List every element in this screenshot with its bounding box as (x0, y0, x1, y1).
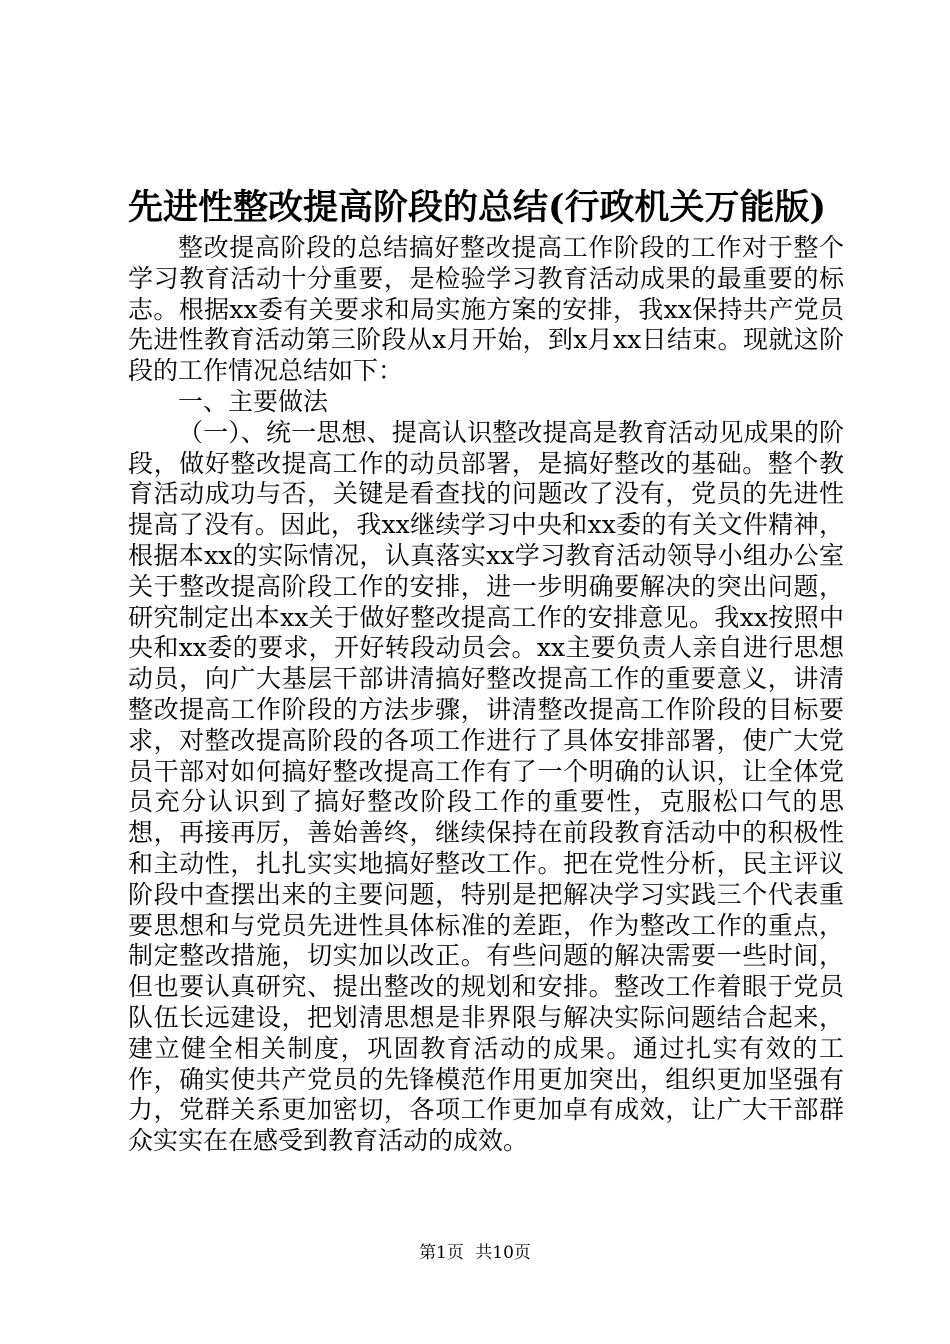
page-number: 第1页 (419, 1243, 464, 1263)
body-paragraph: （一）、统一思想、提高认识整改提高是教育活动见成果的阶段，做好整改提高工作的动员部署，是搞好整改的基础。整个教育活动成功与否，关键是看查找的问题改了没有，党员的先进性提高了没有。因此，我xx继续学习中央和xx委的有关文件精神，根据本xx的实际情况，认真落实xx学习教育活动领导小组办公室关于整改提高阶段工作的安排，进一步明确要解决的突出问题，研究制定出本xx关于做好整改提高工作的安排意见。我xx按照中央和xx委的要求，开好转段动员会。xx主要负责人亲自进行思想动员，向广大基层干部讲清搞好整改提高工作的重要意义，讲清整改提高工作阶段的方法步骤，讲清整改提高工作阶段的目标要求，对整改提高阶段的各项工作进行了具体安排部署，使广大党员干部对如何搞好整改提高工作有了一个明确的认识，让全体党员充分认识到了搞好整改阶段工作的重要性，克服松口气的思想，再接再厉，善始善终，继续保持在前段教育活动中的积极性和主动性，扎扎实实地搞好整改工作。把在党性分析，民主评议阶段中查摆出来的主要问题，特别是把解决学习实践三个代表重要思想和与党员先进性具体标准的差距，作为整改工作的重点，制定整改措施，切实加以改正。有些问题的解决需要一些时间，但也要认真研究、提出整改的规划和安排。整改工作着眼于党员队伍长远建设，把划清思想是非界限与解决实际问题结合起来，建立健全相关制度，巩固教育活动的成果。通过扎实有效的工作，确实使共产党员的先锋模范作用更加突出，组织更加坚强有力，党群关系更加密切，各项工作更加卓有成效，让广大干部群众实实在在感受到教育活动的成效。 (128, 417, 844, 1156)
document-body (128, 233, 844, 1157)
page-total: 共10页 (475, 1243, 531, 1263)
document-title: 先进性整改提高阶段的总结(行政机关万能版) (128, 187, 827, 228)
intro-paragraph: 整改提高阶段的总结搞好整改提高工作阶段的工作对于整个学习教育活动十分重要，是检验学习教育活动成果的最重要的标志。根据xx委有关要求和局实施方案的安排，我xx保持共产党员先进性教育活动第三阶段从x月开始，到x月xx日结束。现就这阶段的工作情况总结如下： (128, 233, 844, 386)
section-heading: 一、主要做法 (178, 386, 329, 416)
page-footer (0, 1241, 950, 1265)
